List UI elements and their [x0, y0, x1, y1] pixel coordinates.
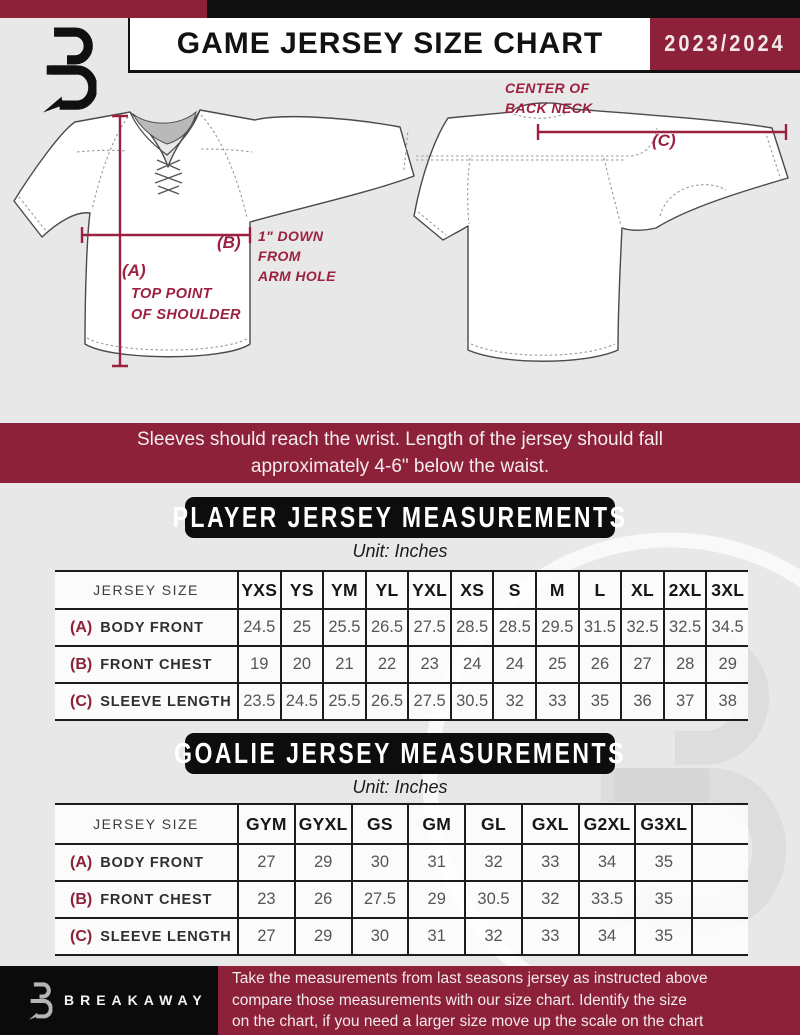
measurement-value: 30 — [351, 919, 408, 954]
size-column-header: 3XL — [705, 572, 748, 608]
measurement-value: 23 — [237, 882, 294, 917]
measurement-value: 29 — [407, 882, 464, 917]
row-measurement-name: SLEEVE LENGTH — [100, 693, 232, 710]
shoulder-note: TOP POINT OF SHOULDER — [131, 286, 241, 323]
measurement-value: 32 — [521, 882, 578, 917]
size-column-header: YM — [322, 572, 365, 608]
measurement-value: 32 — [492, 684, 535, 719]
measurement-value: 30 — [351, 845, 408, 880]
measurement-value: 30.5 — [464, 882, 521, 917]
footer-brand-block — [0, 966, 218, 1035]
size-column-header: YS — [280, 572, 323, 608]
measurement-value: 31 — [407, 845, 464, 880]
measurement-value: 24 — [492, 647, 535, 682]
size-column-header: GYXL — [294, 805, 351, 843]
measurement-value: 21 — [322, 647, 365, 682]
measurement-value: 25 — [280, 610, 323, 645]
back-jersey-diagram — [414, 103, 788, 361]
size-column-header: GYM — [237, 805, 294, 843]
measurement-value: 22 — [365, 647, 408, 682]
measurement-value: 29 — [294, 919, 351, 954]
size-column-header: S — [492, 572, 535, 608]
measurement-value: 23.5 — [237, 684, 280, 719]
measurement-value: 26.5 — [365, 610, 408, 645]
back-neck-note: CENTER OF BACK NECK — [505, 80, 593, 116]
measurement-value: 24.5 — [280, 684, 323, 719]
row-measurement-name: FRONT CHEST — [100, 891, 213, 908]
row-label — [55, 610, 237, 645]
goalie-section-header — [174, 733, 626, 774]
measurement-value: 28 — [663, 647, 706, 682]
measurement-value: 35 — [634, 845, 691, 880]
measurement-value: 26 — [294, 882, 351, 917]
row-letter: (B) — [70, 655, 93, 673]
measurement-value: 27.5 — [351, 882, 408, 917]
marker-a: (A) — [122, 261, 146, 280]
measurement-value: 27 — [620, 647, 663, 682]
size-column-header: XS — [450, 572, 493, 608]
goalie-size-table — [55, 803, 748, 956]
jersey-diagrams — [0, 70, 800, 425]
player-unit-label: Unit: Inches — [352, 541, 448, 561]
marker-b: (B) — [217, 233, 241, 252]
row-letter: (C) — [70, 692, 93, 710]
row-label — [55, 845, 237, 880]
measurement-value: 35 — [634, 882, 691, 917]
row-label — [55, 684, 237, 719]
title-box — [128, 18, 650, 70]
row-measurement-name: FRONT CHEST — [100, 656, 213, 673]
season-label: 2023/2024 — [664, 30, 786, 57]
measurement-value: 26 — [578, 647, 621, 682]
fit-notice-banner — [0, 423, 800, 483]
marker-c: (C) — [652, 131, 676, 150]
goalie-unit-label: Unit: Inches — [352, 777, 448, 797]
row-letter: (A) — [70, 853, 93, 871]
top-strip-black — [207, 0, 800, 18]
measurement-value: 28.5 — [450, 610, 493, 645]
page-title: GAME JERSEY SIZE CHART — [176, 27, 604, 60]
size-column-header: M — [535, 572, 578, 608]
goalie-section-title: GOALIE JERSEY MEASUREMENTS — [174, 736, 626, 770]
breakaway-footer-logo-icon — [26, 980, 53, 1022]
measurement-value: 31.5 — [578, 610, 621, 645]
size-column-header: GXL — [521, 805, 578, 843]
size-column-header — [691, 805, 748, 843]
row-letter: (A) — [70, 618, 93, 636]
size-column-header: YXS — [237, 572, 280, 608]
measurement-value: 26.5 — [365, 684, 408, 719]
footer-brand-name: BREAKAWAY — [64, 992, 208, 1008]
measurement-value: 29 — [294, 845, 351, 880]
measurement-value: 33 — [521, 919, 578, 954]
size-column-header: YXL — [407, 572, 450, 608]
measurement-value: 24.5 — [237, 610, 280, 645]
row-letter: (C) — [70, 927, 93, 945]
measurement-value: 33 — [521, 845, 578, 880]
size-column-header: GS — [351, 805, 408, 843]
measurement-value: 23 — [407, 647, 450, 682]
size-column-header: G3XL — [634, 805, 691, 843]
footer — [0, 966, 800, 1035]
measurement-value: 20 — [280, 647, 323, 682]
measurement-value — [691, 919, 748, 954]
measurement-value: 33.5 — [578, 882, 635, 917]
row-label — [55, 882, 237, 917]
size-column-header: XL — [620, 572, 663, 608]
measurement-value: 32 — [464, 919, 521, 954]
measurement-value: 27 — [237, 919, 294, 954]
measurement-value: 31 — [407, 919, 464, 954]
size-column-header: GM — [407, 805, 464, 843]
arm-hole-note: 1" DOWN FROM ARM HOLE — [258, 228, 336, 284]
size-column-header: L — [578, 572, 621, 608]
size-column-header: YL — [365, 572, 408, 608]
measurement-value: 30.5 — [450, 684, 493, 719]
header-band — [128, 18, 800, 73]
measurement-value — [691, 845, 748, 880]
measurement-value: 27 — [237, 845, 294, 880]
row-measurement-name: SLEEVE LENGTH — [100, 928, 232, 945]
measurement-value: 33 — [535, 684, 578, 719]
footer-instructions-text: Take the measurements from last seasons jersey as instructed above compare those measurements with our size chart. Identify the size on the chart, if you need a larger size move up the scale on the chart — [232, 970, 708, 1031]
player-section-title: PLAYER JERSEY MEASUREMENTS — [172, 500, 628, 534]
measurement-value: 32.5 — [663, 610, 706, 645]
measurement-value: 34 — [578, 845, 635, 880]
measurement-value: 27.5 — [407, 684, 450, 719]
fit-notice-text: Sleeves should reach the wrist. Length of the jersey should fall approximately 4-6" below the waist. — [137, 429, 663, 477]
measurement-value: 38 — [705, 684, 748, 719]
size-column-header: G2XL — [578, 805, 635, 843]
measurement-value: 25 — [535, 647, 578, 682]
player-size-table — [55, 570, 748, 721]
measurement-value: 34 — [578, 919, 635, 954]
measurement-value: 24 — [450, 647, 493, 682]
measurement-value: 29 — [705, 647, 748, 682]
season-badge — [650, 18, 800, 70]
table-corner-label: JERSEY SIZE — [55, 572, 237, 608]
measurement-value: 32 — [464, 845, 521, 880]
row-letter: (B) — [70, 890, 93, 908]
top-strip-maroon — [0, 0, 207, 18]
measurement-value: 37 — [663, 684, 706, 719]
size-column-header: GL — [464, 805, 521, 843]
row-label — [55, 647, 237, 682]
measurement-value: 29.5 — [535, 610, 578, 645]
measurement-value: 35 — [578, 684, 621, 719]
size-column-header: 2XL — [663, 572, 706, 608]
measurement-value: 27.5 — [407, 610, 450, 645]
measurement-value: 25.5 — [322, 610, 365, 645]
measurement-value: 28.5 — [492, 610, 535, 645]
footer-instructions-block — [218, 966, 800, 1035]
measurement-value: 32.5 — [620, 610, 663, 645]
measurement-value: 19 — [237, 647, 280, 682]
measurement-value: 34.5 — [705, 610, 748, 645]
row-measurement-name: BODY FRONT — [100, 854, 204, 871]
measurement-value: 25.5 — [322, 684, 365, 719]
row-measurement-name: BODY FRONT — [100, 619, 204, 636]
measurement-value — [691, 882, 748, 917]
measurement-value: 36 — [620, 684, 663, 719]
player-section-header — [172, 497, 628, 538]
row-label — [55, 919, 237, 954]
measurement-value: 35 — [634, 919, 691, 954]
table-corner-label: JERSEY SIZE — [55, 805, 237, 843]
front-jersey-diagram — [14, 110, 414, 366]
